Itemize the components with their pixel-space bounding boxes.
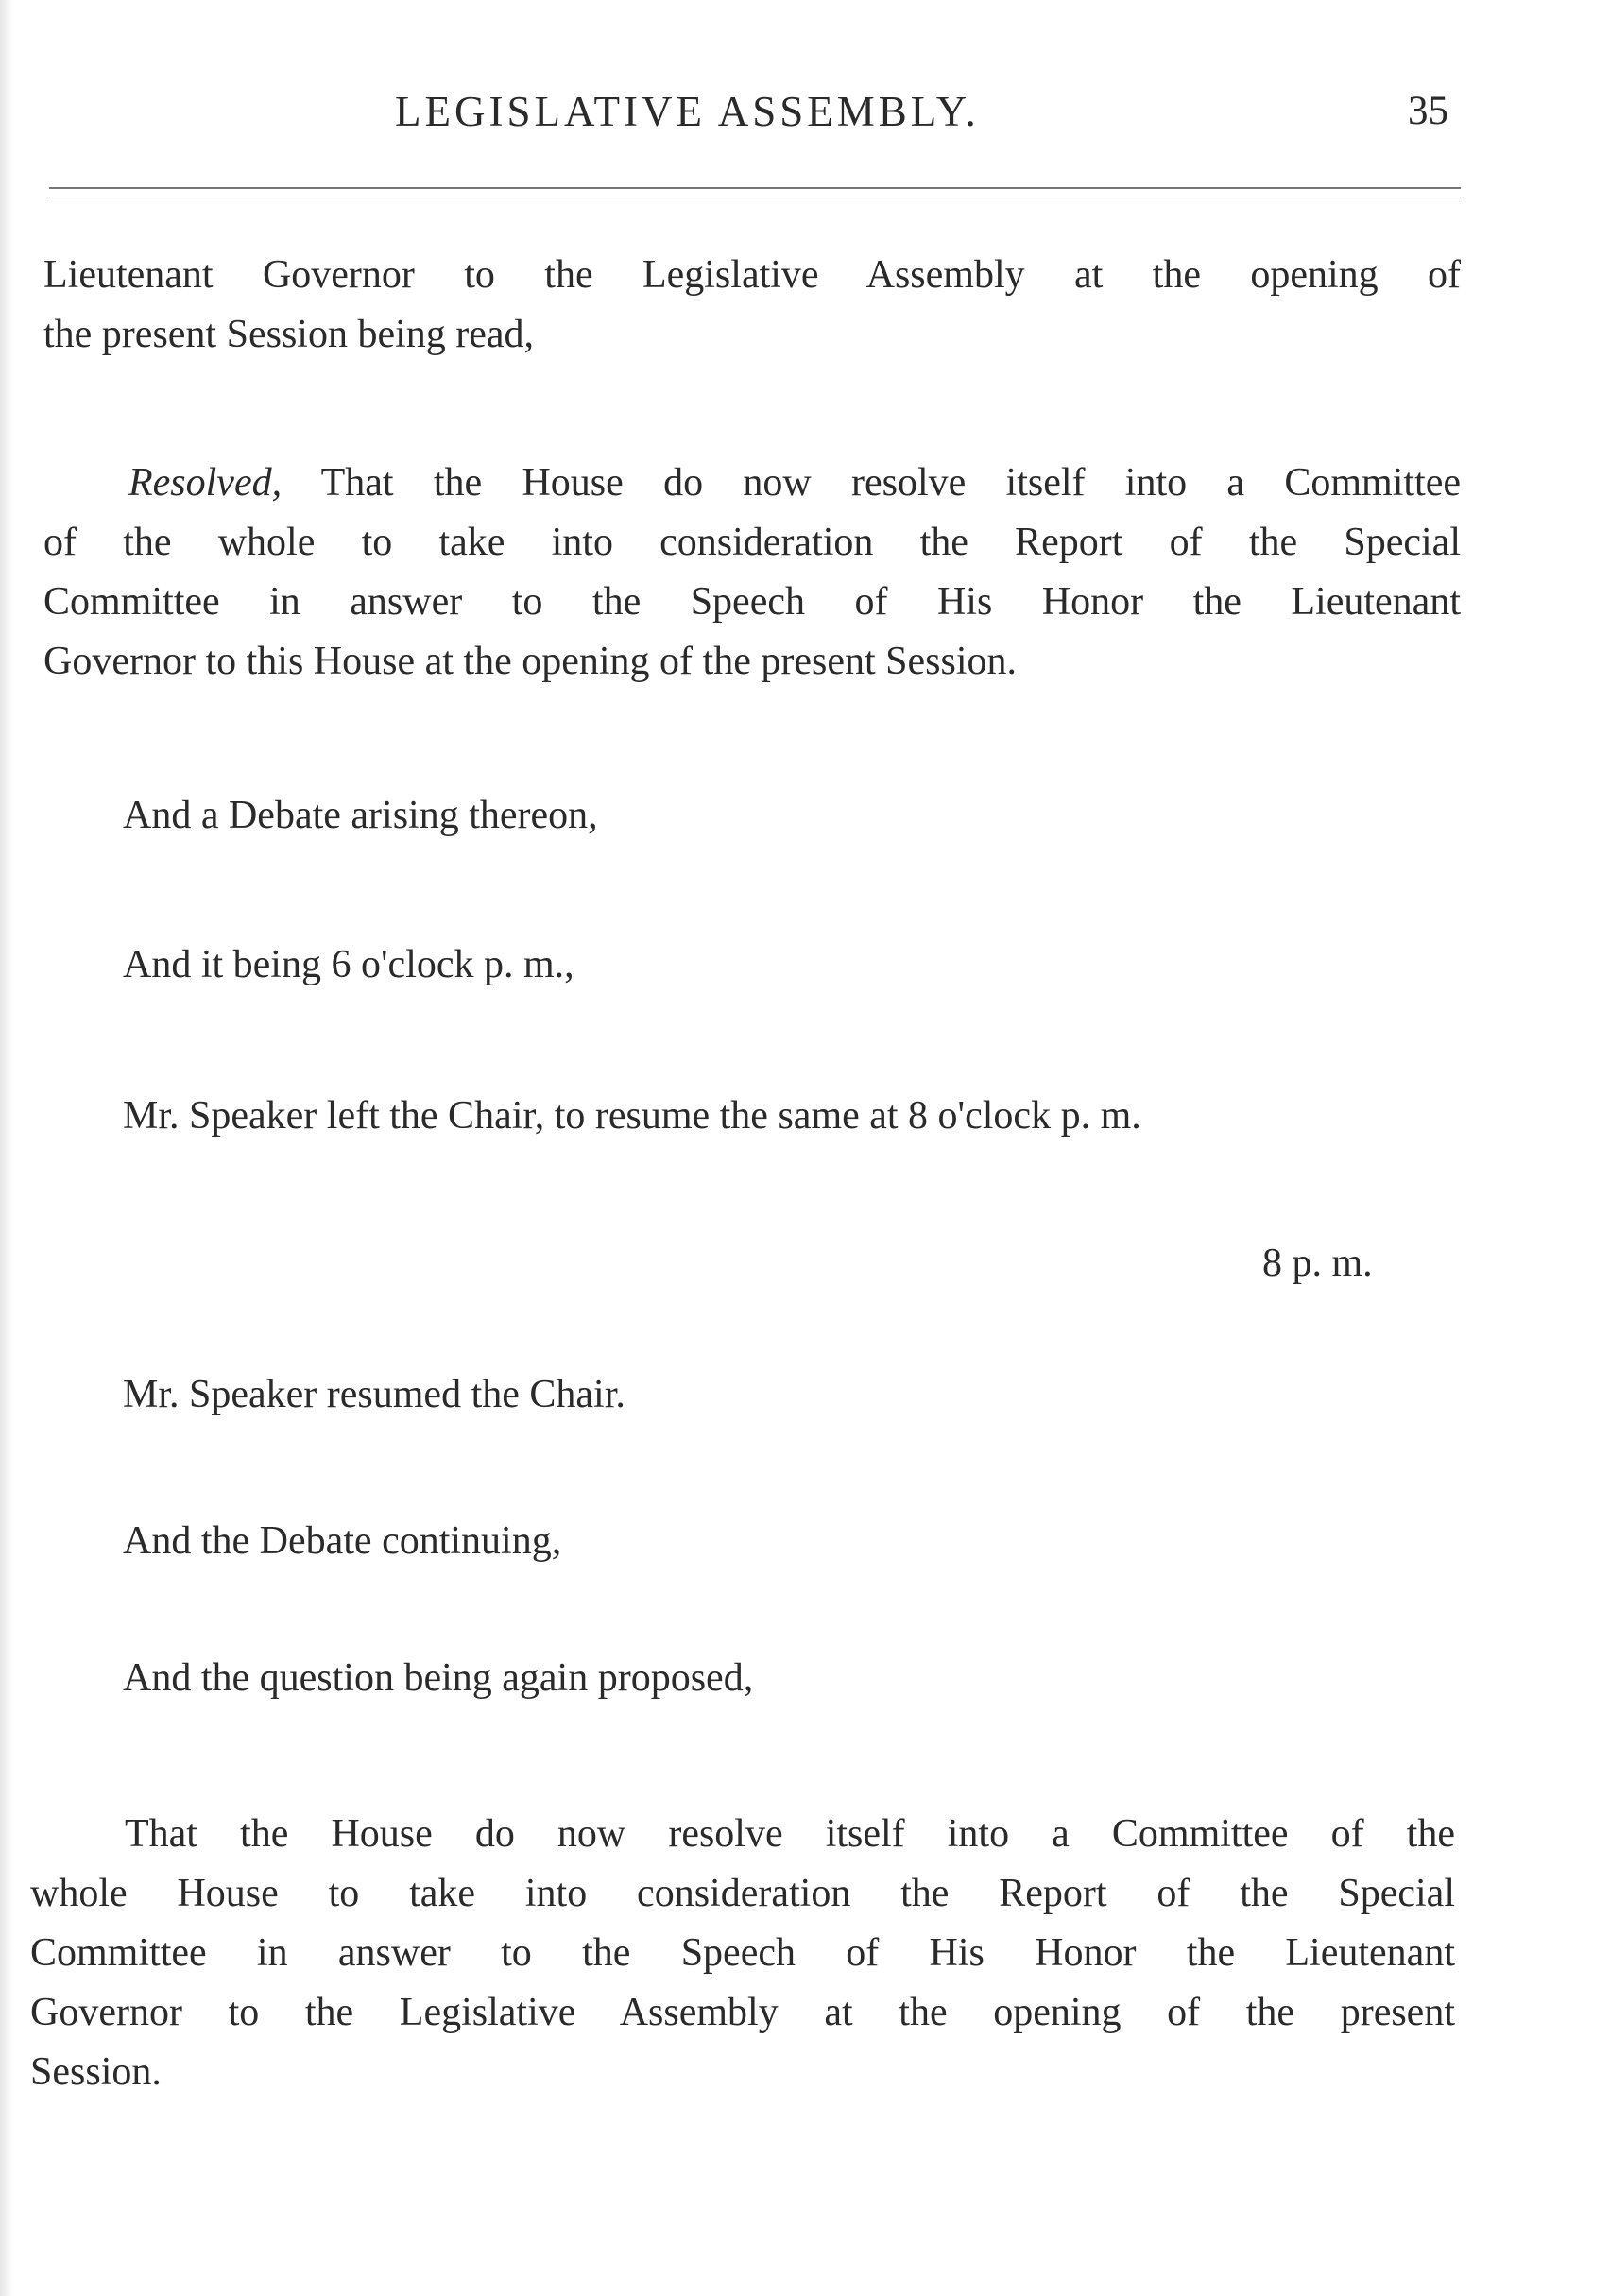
paragraph-line: whole House to take into consideration the Report of the Special bbox=[30, 1872, 1455, 1915]
paragraph-line: Committee in answer to the Speech of His Honor the Lieutenant bbox=[43, 580, 1461, 624]
time-marker: 8 p. m. bbox=[1262, 1242, 1373, 1285]
paragraph-line: Session. bbox=[30, 2050, 162, 2094]
paragraph-motion bbox=[30, 1805, 1455, 2102]
paragraph-question-proposed: And the question being again proposed, bbox=[123, 1656, 754, 1700]
paragraph-line: Governor to this House at the opening of the present Session. bbox=[43, 640, 1017, 683]
paragraph-debate-arising: And a Debate arising thereon, bbox=[123, 794, 598, 837]
paragraph-line: the present Session being read, bbox=[43, 313, 535, 356]
paragraph-continuation bbox=[43, 246, 1461, 365]
paragraph-line: That the House do now resolve itself into a Committee of the bbox=[125, 1812, 1455, 1856]
header-title: LEGISLATIVE ASSEMBLY. bbox=[395, 88, 980, 135]
resolved-line-rest: That the House do now resolve itself into a Committee bbox=[282, 461, 1461, 505]
page-edge-shadow bbox=[0, 0, 13, 2296]
resolved-lead: Resolved, bbox=[128, 461, 283, 505]
paragraph-line bbox=[43, 454, 1461, 513]
running-header bbox=[0, 83, 1610, 140]
paragraph-resolution bbox=[43, 454, 1461, 692]
paragraph-line: of the whole to take into consideration the Report of the Special bbox=[43, 521, 1461, 564]
paragraph-speaker-resumed: Mr. Speaker resumed the Chair. bbox=[123, 1373, 625, 1416]
paragraph-line: Lieutenant Governor to the Legislative Assembly at the opening of bbox=[43, 253, 1461, 297]
page-number: 35 bbox=[1408, 89, 1448, 133]
paragraph-line: Governor to the Legislative Assembly at the opening of the present bbox=[30, 1991, 1455, 2034]
paragraph-six-oclock: And it being 6 o'clock p. m., bbox=[123, 943, 574, 986]
paragraph-speaker-left: Mr. Speaker left the Chair, to resume the same at 8 o'clock p. m. bbox=[123, 1094, 1141, 1138]
header-rule bbox=[49, 187, 1461, 189]
paragraph-line: Committee in answer to the Speech of His Honor the Lieutenant bbox=[30, 1931, 1455, 1975]
paragraph-debate-continuing: And the Debate continuing, bbox=[123, 1519, 562, 1563]
